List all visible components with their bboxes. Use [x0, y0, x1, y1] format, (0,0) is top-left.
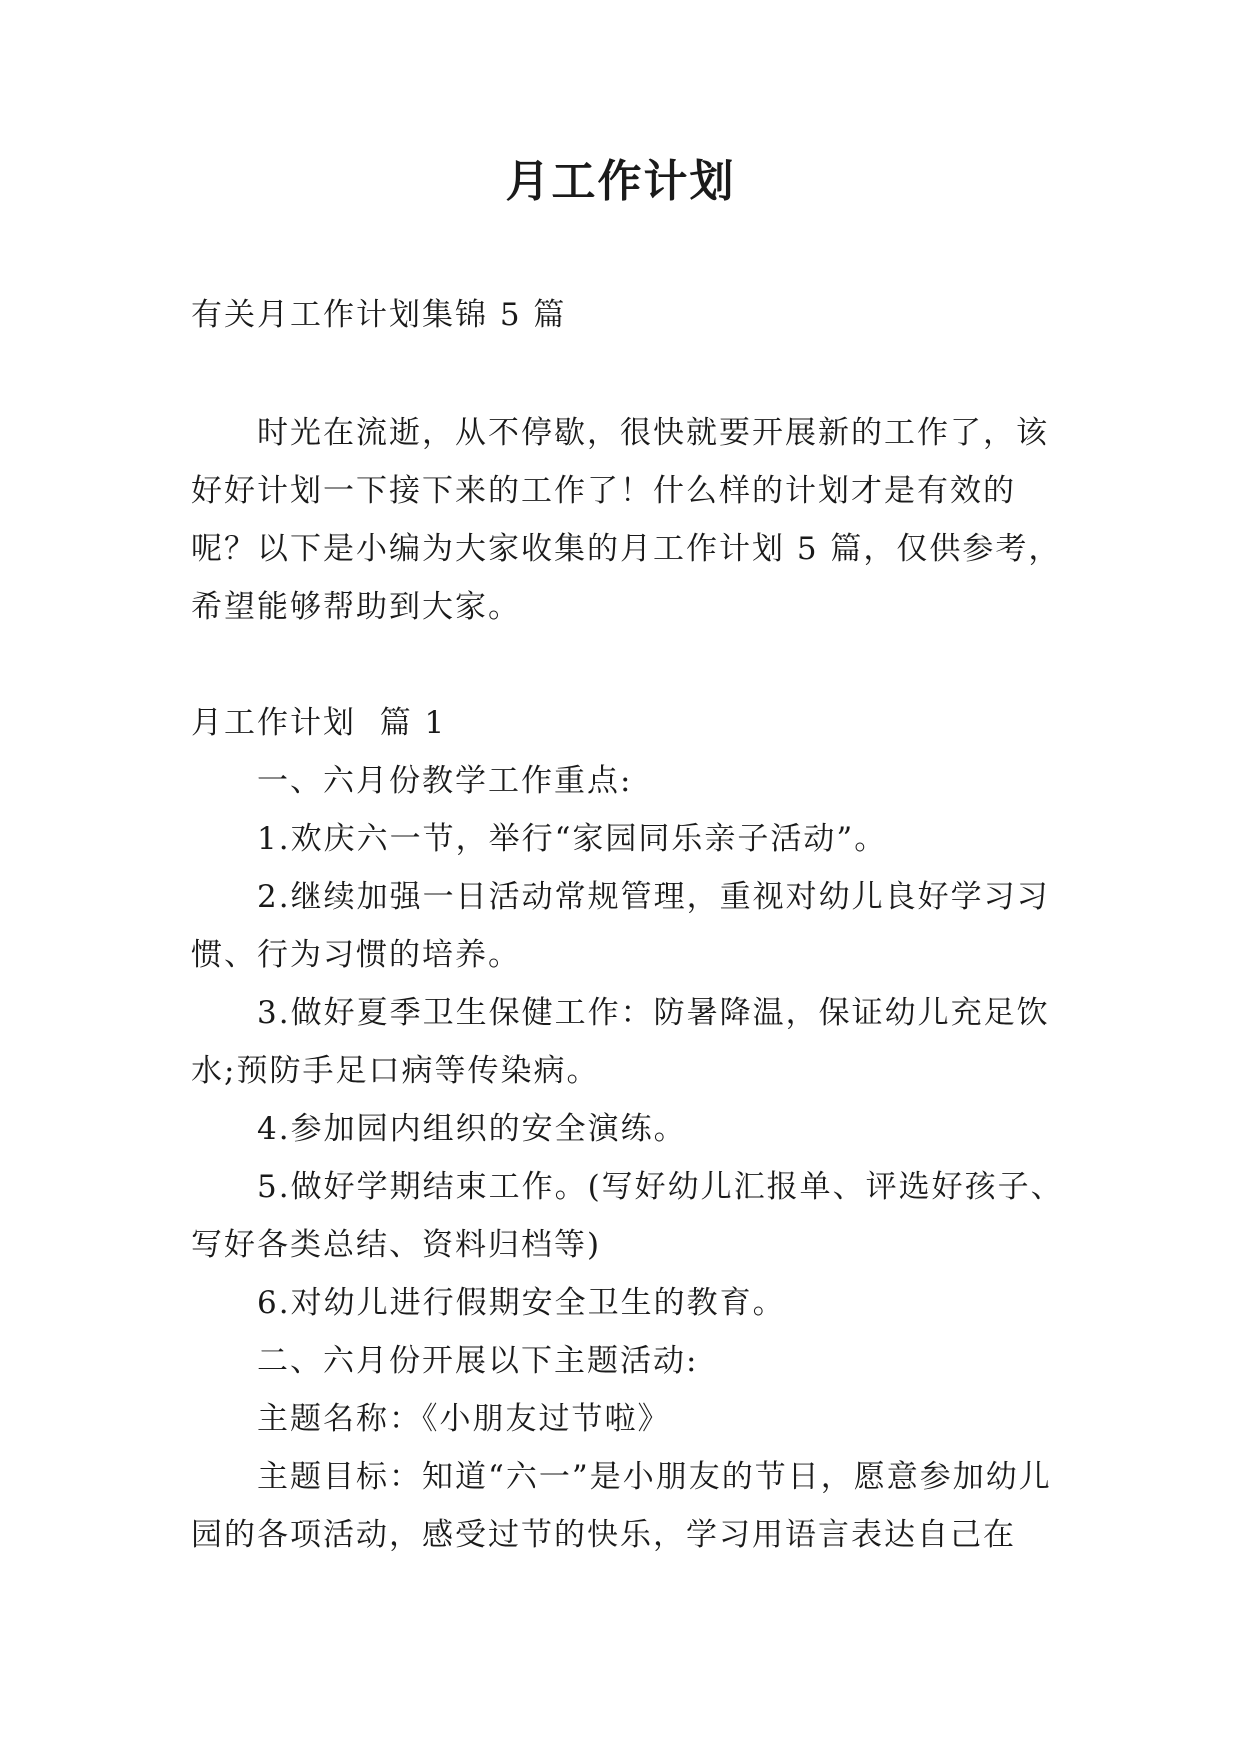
section-heading: 月工作计划 篇 1 [191, 705, 447, 741]
section-1 [191, 694, 1071, 1564]
document-title: 月工作计划 [505, 156, 736, 207]
paragraph: 6.对幼儿进行假期安全卫生的教育。 [257, 1285, 786, 1321]
document-subtitle [191, 286, 1071, 344]
intro-paragraph: 时光在流逝，从不停歇，很快就要开展新的工作了，该好好计划一下接下来的工作了！什么样的计划才是有效的呢？以下是小编为大家收集的月工作计划 5 篇，仅供参考，希望能够帮助到大家。 [191, 415, 1062, 625]
paragraph: 5.做好学期结束工作。(写好幼儿汇报单、评选好孩子、写好各类总结、资料归档等) [191, 1169, 1064, 1263]
subtitle-text: 有关月工作计划集锦 5 篇 [191, 297, 567, 333]
paragraph: 主题目标：知道“六一”是小朋友的节日，愿意参加幼儿园的各项活动，感受过节的快乐，学习用语言表达自己在 [191, 1459, 1052, 1553]
paragraph: 主题名称：《小朋友过节啦》 [257, 1401, 671, 1437]
paragraph: 2.继续加强一日活动常规管理，重视对幼儿良好学习习惯、行为习惯的培养。 [191, 879, 1050, 973]
paragraph: 一、六月份教学工作重点: [257, 763, 633, 799]
paragraph: 4.参加园内组织的安全演练。 [257, 1111, 687, 1147]
paragraph: 3.做好夏季卫生保健工作：防暑降温，保证幼儿充足饮水;预防手足口病等传染病。 [191, 995, 1050, 1089]
paragraph: 1.欢庆六一节，举行“家园同乐亲子活动”。 [257, 821, 888, 857]
paragraph: 二、六月份开展以下主题活动: [257, 1343, 699, 1379]
intro-block [191, 404, 1071, 636]
